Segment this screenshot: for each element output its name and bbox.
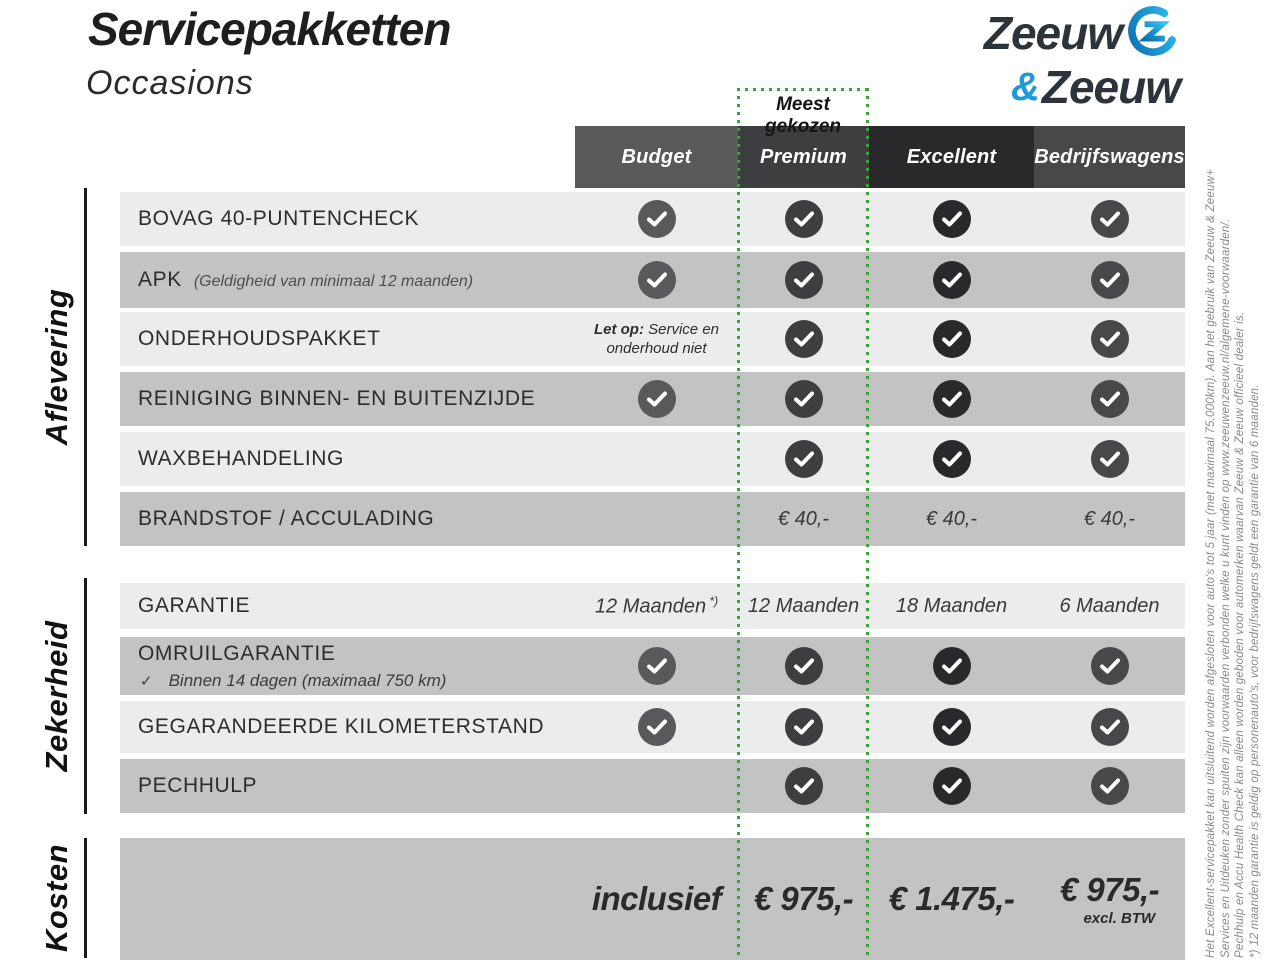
cell-premium [738,492,869,546]
cell-excellent [869,838,1034,960]
table-row-pechhulp [120,759,1185,813]
check-icon [638,200,676,238]
cell-bedrijfswagens [1034,583,1185,629]
table-row-waxbehandeling [120,432,1185,486]
table-row-gegarandeerde-kilometerstand [120,701,1185,753]
row-label-line [138,207,419,231]
check-icon [1091,320,1129,358]
check-icon [1091,440,1129,478]
cell-bedrijfswagens [1034,637,1185,695]
check-icon [785,261,823,299]
check-icon [785,320,823,358]
check-icon [1091,380,1129,418]
cell-excellent [869,759,1034,813]
row-label-line [138,387,535,411]
cell-premium [738,701,869,753]
cell-value: 12 Maanden [747,594,860,617]
row-label-wrap [138,492,434,546]
check-icon [933,320,971,358]
zeeuw-en-zeeuw-logo [983,4,1180,113]
table-row-bovag-40-puntencheck [120,192,1185,246]
cell-premium [738,759,869,813]
cell-excellent [869,192,1034,246]
price [754,880,853,918]
page-title: Servicepakketten [88,3,451,55]
row-label-wrap [138,192,419,246]
cell-premium [738,312,869,366]
cell-excellent [869,701,1034,753]
row-label: REINIGING BINNEN- EN BUITENZIJDE [138,387,536,410]
check-icon [638,708,676,746]
column-header-bedrijfswagens: Bedrijfswagens [1034,126,1185,188]
row-label-wrap [138,637,446,695]
row-label: GARANTIE [138,594,251,617]
check-icon [785,380,823,418]
cell-premium [738,252,869,308]
row-label: WAXBEHANDELING [138,447,344,470]
check-icon [785,647,823,685]
price-value: inclusief [591,880,722,917]
row-subnote [138,671,446,691]
row-label-wrap [138,701,544,753]
cell-premium [738,432,869,486]
table-row-brandstof-acculading [120,492,1185,546]
table-row-kosten [120,838,1185,960]
table-row-garantie [120,583,1185,629]
cell-budget [575,372,738,426]
cell-note-bold: Let op: [593,321,644,338]
cell-value: 18 Maanden [895,594,1008,617]
check-icon [1091,708,1129,746]
cell-bedrijfswagens [1034,701,1185,753]
row-label: APK [138,268,182,291]
row-label-note: (Geldigheid van minimaal 12 maanden) [193,273,474,290]
row-label-line [138,642,446,666]
row-label: BRANDSTOF / ACCULADING [138,507,435,530]
price [889,880,1015,918]
check-icon [785,708,823,746]
row-label-wrap [138,312,381,366]
row-subnote-text: Binnen 14 dagen (maximaal 750 km) [168,670,447,690]
cell-budget [575,252,738,308]
row-label-line [138,774,257,798]
cell-budget [575,838,738,960]
table-row-apk [120,252,1185,308]
cell-budget [575,583,738,629]
disclaimer-text [1204,120,1264,958]
cell-budget [575,312,738,366]
cell-excellent [869,637,1034,695]
check-icon [785,767,823,805]
logo-line-2 [984,61,1180,113]
most-chosen-badge: Meest gekozen [764,94,842,137]
check-icon [933,200,971,238]
cell-value: 6 Maanden [1059,594,1160,617]
row-label-line [138,715,544,739]
disclaimer-line: *) 12 maanden garantie is geldig op personenauto's, voor bedrijfswagens geldt een garantie van 6 maanden. [1248,384,1261,958]
row-label-wrap [138,372,535,426]
row-label: OMRUILGARANTIE [138,641,336,665]
section-label-aflevering: Aflevering [39,288,74,446]
price [592,880,721,918]
check-icon [638,380,676,418]
row-label-line [138,268,473,292]
cell-premium [738,372,869,426]
highlight-border-top [737,88,869,91]
price [1060,871,1159,927]
section-label-kosten: Kosten [39,843,74,953]
disclaimer-line: Services en Uitdeuken zonder spuiten zijn voorwaarden verbonden welke u kunt vinden op www.zeeuwenzeeuw.nl/algemene-voorwaarden/. [1219,218,1232,958]
page-subtitle: Occasions [86,64,254,102]
table-row-reiniging-binnen-en-buitenzijde [120,372,1185,426]
cell-excellent [869,432,1034,486]
check-icon [933,647,971,685]
cell-excellent [869,372,1034,426]
disclaimer-line: Pechhulp en Accu Health Check kan alleen worden geboden voor automerken waarvan Zeeuw & Zeeuw officieel dealer is. [1234,311,1247,958]
row-label-line [138,327,381,351]
disclaimer-sidebar [1204,120,1264,958]
column-header-premium: Premium [738,126,869,188]
cell-note: Let op: Service en onderhoud niet [593,321,720,357]
row-label-wrap [138,759,257,813]
column-header-excellent: Excellent [869,126,1034,188]
row-label: PECHHULP [138,774,258,797]
row-label-line [138,594,250,618]
cell-bedrijfswagens [1034,192,1185,246]
check-icon [933,708,971,746]
cell-bedrijfswagens [1034,838,1185,960]
logo-ampersand: & [1010,65,1040,109]
cell-bedrijfswagens [1034,372,1185,426]
cell-bedrijfswagens [1034,759,1185,813]
cell-value-footnote: *) [706,593,719,608]
check-icon [933,767,971,805]
cell-budget [575,192,738,246]
check-icon [1091,767,1129,805]
table-row-omruilgarantie [120,637,1185,695]
row-label-line [138,447,344,471]
highlight-border-left [737,88,740,960]
price-subtext: excl. BTW [1083,910,1156,927]
table-row-onderhoudspakket [120,312,1185,366]
cell-premium [738,838,869,960]
check-icon [933,440,971,478]
section-label-zekerheid: Zekerheid [39,620,74,772]
section-bar-kosten [84,838,87,958]
cell-bedrijfswagens [1034,492,1185,546]
cell-bedrijfswagens [1034,432,1185,486]
check-icon [785,440,823,478]
row-label: BOVAG 40-PUNTENCHECK [138,207,420,230]
row-label: ONDERHOUDSPAKKET [138,327,381,350]
row-label-line [138,507,434,531]
check-icon [638,647,676,685]
logo-word-2: Zeeuw [1041,61,1180,113]
highlight-border-right [866,88,869,960]
cell-excellent [869,312,1034,366]
price-value: € 975,- [1059,871,1160,908]
cell-value: € 40,- [1083,507,1136,530]
price-value: € 975,- [753,880,854,917]
cell-budget [575,701,738,753]
check-icon [785,200,823,238]
cell-excellent [869,492,1034,546]
disclaimer-line: Het Excellent-servicepakket kan uitsluitend worden afgesloten voor auto's tot 5 jaar (met maximaal 75.000km). Aan het gebruik van Zeeuw & Zeeuw+ [1205,168,1217,958]
cell-value: 12 Maanden *) [594,593,719,618]
check-icon [638,261,676,299]
cell-excellent [869,252,1034,308]
logo-line-1 [984,4,1180,62]
logo-word-1: Zeeuw [983,7,1122,59]
cell-budget [575,637,738,695]
check-icon [1091,200,1129,238]
cell-bedrijfswagens [1034,252,1185,308]
check-icon [1091,647,1129,685]
row-label-wrap [138,583,250,629]
cell-premium [738,192,869,246]
section-bar-zekerheid [84,578,87,814]
row-label-wrap [138,252,473,308]
section-bar-aflevering [84,188,87,546]
cell-premium [738,583,869,629]
check-icon: ✓ [140,672,153,690]
price-value: € 1.475,- [888,880,1015,917]
cell-premium [738,637,869,695]
check-icon [1091,261,1129,299]
cell-value: € 40,- [925,507,978,530]
cell-excellent [869,583,1034,629]
cell-bedrijfswagens [1034,312,1185,366]
check-icon [933,380,971,418]
check-icon [933,261,971,299]
cell-value: € 40,- [777,507,830,530]
row-label: GEGARANDEERDE KILOMETERSTAND [138,715,545,738]
row-label-wrap [138,432,344,486]
column-header-budget: Budget [575,126,738,188]
swirl-z-icon [1126,4,1180,62]
